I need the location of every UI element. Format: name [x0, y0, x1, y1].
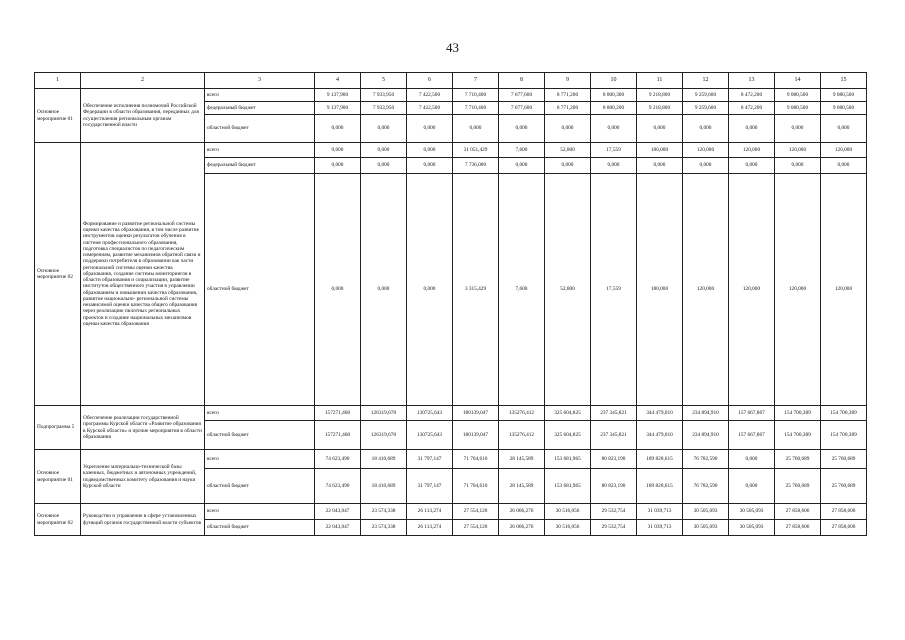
amount-cell: 7 710,400: [453, 102, 499, 115]
amount-cell: 7 933,950: [361, 89, 407, 102]
amount-cell: 27 554,120: [453, 504, 499, 520]
funding-source: областной бюджет: [205, 174, 315, 406]
amount-cell: 8 771,200: [545, 102, 591, 115]
amount-cell: 0,000: [361, 158, 407, 174]
amount-cell: 0,000: [499, 158, 545, 174]
amount-cell: 0,000: [315, 115, 361, 143]
amount-cell: 23 574,338: [361, 504, 407, 520]
funding-source: всего: [205, 406, 315, 421]
amount-cell: 3 315,429: [453, 174, 499, 406]
table-row: [35, 450, 867, 469]
amount-cell: 344 479,010: [637, 406, 683, 421]
amount-cell: 22 043,047: [315, 504, 361, 520]
amount-cell: 0,000: [775, 115, 821, 143]
amount-cell: 28 145,589: [499, 469, 545, 504]
amount-cell: 9 259,600: [683, 89, 729, 102]
amount-cell: 22 043,047: [315, 520, 361, 536]
funding-source: областной бюджет: [205, 520, 315, 536]
column-header: 6: [407, 73, 453, 89]
program-description: Обеспечение реализации государственной программы Курской области «Развитие образования в Курской области» и прочие мероприятия в области образования: [81, 406, 205, 450]
amount-cell: 71 704,610: [453, 450, 499, 469]
amount-cell: 0,000: [591, 158, 637, 174]
program-description: Обеспечение исполнения полномочий Российской Федерации в области образования, переданных для осуществления региональным органам государственной власти: [81, 89, 205, 143]
amount-cell: 0,000: [545, 115, 591, 143]
amount-cell: 18 410,689: [361, 450, 407, 469]
funding-source: всего: [205, 143, 315, 158]
funding-source: федеральный бюджет: [205, 158, 315, 174]
amount-cell: 31 039,713: [637, 504, 683, 520]
amount-cell: 25 760,689: [775, 450, 821, 469]
page-number: 43: [446, 40, 459, 55]
amount-cell: 130725,643: [407, 406, 453, 421]
amount-cell: 26 066,276: [499, 504, 545, 520]
amount-cell: 0,000: [361, 115, 407, 143]
amount-cell: 30 516,056: [545, 520, 591, 536]
amount-cell: 29 532,754: [591, 520, 637, 536]
amount-cell: 180,000: [637, 143, 683, 158]
amount-cell: 0,000: [407, 115, 453, 143]
amount-cell: 9 080,500: [821, 102, 867, 115]
amount-cell: 9 137,900: [315, 102, 361, 115]
amount-cell: 30 505,093: [729, 504, 775, 520]
amount-cell: 189 828,615: [637, 450, 683, 469]
table-body: [35, 73, 867, 536]
amount-cell: 0,000: [499, 115, 545, 143]
amount-cell: 31 051,429: [453, 143, 499, 158]
amount-cell: 80 823,190: [591, 469, 637, 504]
amount-cell: 0,000: [821, 115, 867, 143]
column-header: 7: [453, 73, 499, 89]
amount-cell: 0,000: [729, 469, 775, 504]
amount-cell: 130725,643: [407, 421, 453, 450]
budget-table: [34, 72, 867, 536]
amount-cell: 153 681,965: [545, 450, 591, 469]
column-header: 15: [821, 73, 867, 89]
amount-cell: 120,000: [683, 174, 729, 406]
amount-cell: 120,000: [821, 143, 867, 158]
funding-source: областной бюджет: [205, 421, 315, 450]
amount-cell: 120,000: [775, 174, 821, 406]
amount-cell: 0,000: [683, 158, 729, 174]
table-row: [35, 89, 867, 102]
amount-cell: 154 700,389: [775, 421, 821, 450]
amount-cell: 27 858,606: [775, 520, 821, 536]
column-header: 3: [205, 73, 315, 89]
amount-cell: 0,000: [821, 158, 867, 174]
amount-cell: 9 080,500: [775, 89, 821, 102]
amount-cell: 0,000: [315, 143, 361, 158]
amount-cell: 157271,468: [315, 406, 361, 421]
column-header: 8: [499, 73, 545, 89]
amount-cell: 0,000: [683, 115, 729, 143]
amount-cell: 0,000: [407, 158, 453, 174]
amount-cell: 344 479,010: [637, 421, 683, 450]
amount-cell: 29 532,754: [591, 504, 637, 520]
amount-cell: 0,000: [591, 115, 637, 143]
amount-cell: 31 797,147: [407, 450, 453, 469]
column-header: 14: [775, 73, 821, 89]
amount-cell: 237 345,821: [591, 421, 637, 450]
column-header: 2: [81, 73, 205, 89]
amount-cell: 26 113,274: [407, 520, 453, 536]
amount-cell: 0,000: [315, 158, 361, 174]
amount-cell: 0,000: [637, 115, 683, 143]
amount-cell: 8 472,200: [729, 89, 775, 102]
amount-cell: 9 080,500: [775, 102, 821, 115]
amount-cell: 8 800,200: [591, 102, 637, 115]
amount-cell: 25 760,689: [821, 469, 867, 504]
funding-source: всего: [205, 450, 315, 469]
column-header: 10: [591, 73, 637, 89]
amount-cell: 9 259,600: [683, 102, 729, 115]
amount-cell: 120,000: [729, 174, 775, 406]
amount-cell: 27 554,120: [453, 520, 499, 536]
amount-cell: 237 345,821: [591, 406, 637, 421]
amount-cell: 9 080,500: [821, 89, 867, 102]
amount-cell: 27 858,606: [821, 520, 867, 536]
amount-cell: 7 933,950: [361, 102, 407, 115]
amount-cell: 0,000: [361, 143, 407, 158]
amount-cell: 26 113,274: [407, 504, 453, 520]
amount-cell: 0,000: [407, 174, 453, 406]
amount-cell: 30 516,056: [545, 504, 591, 520]
amount-cell: 0,000: [315, 174, 361, 406]
program-description: Укрепление материально-технической базы казенных, бюджетных и автономных учреждений, подведомственных комитету образования и науки Курской области: [81, 450, 205, 504]
amount-cell: 180139,047: [453, 421, 499, 450]
amount-cell: 71 704,610: [453, 469, 499, 504]
amount-cell: 9 137,900: [315, 89, 361, 102]
amount-cell: 7 677,600: [499, 89, 545, 102]
column-header: 11: [637, 73, 683, 89]
amount-cell: 9 218,800: [637, 102, 683, 115]
program-description: Руководство и управление в сфере установленных функций органов государственной власти субъектов: [81, 504, 205, 536]
amount-cell: 7 422,500: [407, 102, 453, 115]
amount-cell: 0,000: [729, 158, 775, 174]
amount-cell: 52,800: [545, 143, 591, 158]
amount-cell: 27 858,606: [775, 504, 821, 520]
amount-cell: 0,000: [775, 158, 821, 174]
amount-cell: 120,000: [775, 143, 821, 158]
amount-cell: 157271,468: [315, 421, 361, 450]
amount-cell: 325 604,825: [545, 406, 591, 421]
amount-cell: 74 623,490: [315, 469, 361, 504]
funding-source: всего: [205, 89, 315, 102]
amount-cell: 325 604,825: [545, 421, 591, 450]
amount-cell: 7,600: [499, 174, 545, 406]
amount-cell: 153 681,965: [545, 469, 591, 504]
amount-cell: 17,559: [591, 174, 637, 406]
amount-cell: 8 800,300: [591, 89, 637, 102]
amount-cell: 8 771,200: [545, 89, 591, 102]
amount-cell: 135276,412: [499, 421, 545, 450]
amount-cell: 154 700,389: [821, 421, 867, 450]
column-header: 9: [545, 73, 591, 89]
amount-cell: 0,000: [545, 158, 591, 174]
amount-cell: 234 894,910: [683, 421, 729, 450]
funding-source: областной бюджет: [205, 115, 315, 143]
amount-cell: 0,000: [361, 174, 407, 406]
amount-cell: 0,000: [729, 115, 775, 143]
table-header-row: [35, 73, 867, 89]
amount-cell: 8 472,200: [729, 102, 775, 115]
amount-cell: 31 039,713: [637, 520, 683, 536]
program-name: Основное мероприятие 02: [35, 143, 81, 406]
amount-cell: 157 667,867: [729, 406, 775, 421]
amount-cell: 76 782,590: [683, 450, 729, 469]
amount-cell: 9 218,800: [637, 89, 683, 102]
funding-source: федеральный бюджет: [205, 102, 315, 115]
amount-cell: 180139,047: [453, 406, 499, 421]
amount-cell: 154 700,389: [821, 406, 867, 421]
amount-cell: 126319,678: [361, 406, 407, 421]
amount-cell: 26 066,276: [499, 520, 545, 536]
table-row: [35, 143, 867, 158]
program-name: Подпрограмма 5: [35, 406, 81, 450]
funding-source: всего: [205, 504, 315, 520]
column-header: 13: [729, 73, 775, 89]
amount-cell: 135276,412: [499, 406, 545, 421]
amount-cell: 28 145,589: [499, 450, 545, 469]
amount-cell: 25 760,689: [775, 469, 821, 504]
amount-cell: 7 677,600: [499, 102, 545, 115]
amount-cell: 80 823,190: [591, 450, 637, 469]
amount-cell: 7 710,400: [453, 89, 499, 102]
amount-cell: 74 623,490: [315, 450, 361, 469]
amount-cell: 189 828,615: [637, 469, 683, 504]
amount-cell: 120,000: [729, 143, 775, 158]
amount-cell: 0,000: [729, 450, 775, 469]
amount-cell: 25 760,689: [821, 450, 867, 469]
amount-cell: 31 797,147: [407, 469, 453, 504]
amount-cell: 30 505,093: [729, 520, 775, 536]
column-header: 5: [361, 73, 407, 89]
amount-cell: 30 505,093: [683, 520, 729, 536]
program-name: Основное мероприятие 02: [35, 504, 81, 536]
amount-cell: 0,000: [453, 115, 499, 143]
amount-cell: 126319,678: [361, 421, 407, 450]
table-row: [35, 504, 867, 520]
amount-cell: 52,800: [545, 174, 591, 406]
amount-cell: 154 700,389: [775, 406, 821, 421]
column-header: 4: [315, 73, 361, 89]
column-header: 1: [35, 73, 81, 89]
amount-cell: 23 574,338: [361, 520, 407, 536]
funding-source: областной бюджет: [205, 469, 315, 504]
amount-cell: 120,000: [683, 143, 729, 158]
amount-cell: 76 782,590: [683, 469, 729, 504]
amount-cell: 30 505,093: [683, 504, 729, 520]
amount-cell: 7 736,000: [453, 158, 499, 174]
table-row: [35, 406, 867, 421]
amount-cell: 180,000: [637, 174, 683, 406]
amount-cell: 234 894,910: [683, 406, 729, 421]
program-name: Основное мероприятие 01: [35, 450, 81, 504]
amount-cell: 0,000: [637, 158, 683, 174]
amount-cell: 7,600: [499, 143, 545, 158]
program-description: Формирование и развитие региональной системы оценки качества образования, в том числе развитие инструментов оценки результатов обучения в системе профессионального образования, подготовка специалистов по педагогическим измерениям, развитие механизмов обратной связи и поддержки потребителя в образовании как части региональной системы оценки качества образования, создание системы мониторингов в области образования и социализации, развитие институтов общественного участия в управлении образованием и повышении качества образования, развитие национально- региональной системы независимой оценки качества общего образования через реализацию пилотных региональных проектов и создание национальных механизмов оценки качества образования: [81, 143, 205, 406]
amount-cell: 17,559: [591, 143, 637, 158]
amount-cell: 7 422,500: [407, 89, 453, 102]
amount-cell: 27 858,606: [821, 504, 867, 520]
amount-cell: 18 410,689: [361, 469, 407, 504]
amount-cell: 0,000: [407, 143, 453, 158]
program-name: Основное мероприятие 01: [35, 89, 81, 143]
amount-cell: 157 667,867: [729, 421, 775, 450]
column-header: 12: [683, 73, 729, 89]
amount-cell: 120,000: [821, 174, 867, 406]
